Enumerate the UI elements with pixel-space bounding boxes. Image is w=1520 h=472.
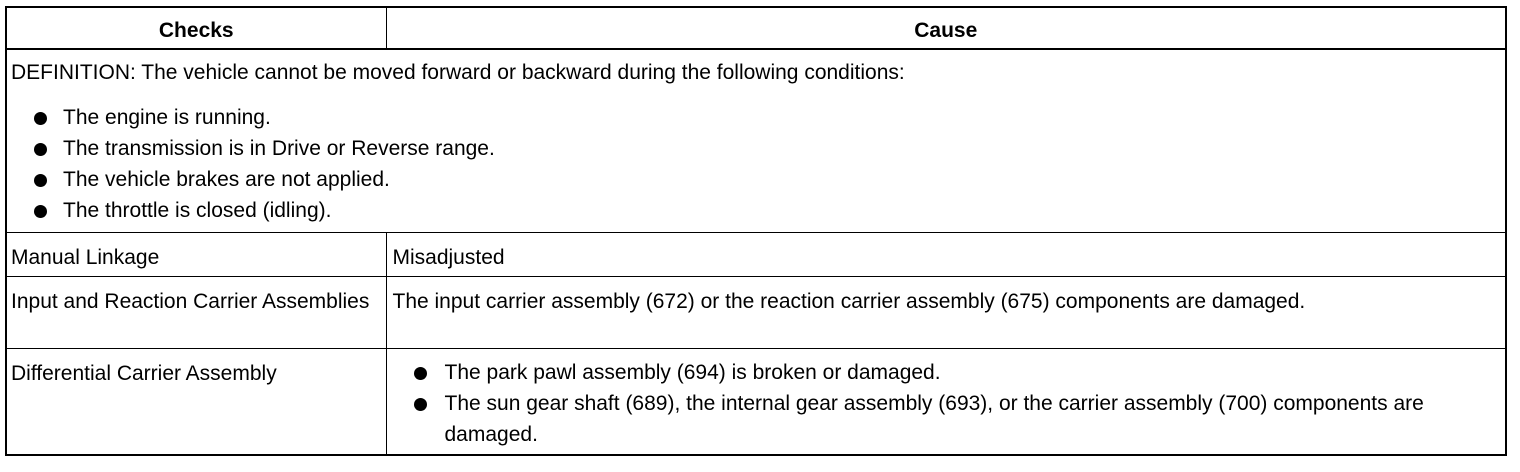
condition-item: The throttle is closed (idling). [11, 195, 1501, 226]
definition-text: DEFINITION: The vehicle cannot be moved forward or backward during the following conditions: [11, 61, 905, 84]
cause-list [393, 357, 1500, 450]
definition-cell [6, 49, 1506, 233]
condition-item: The vehicle brakes are not applied. [11, 164, 1501, 195]
header-cause: Cause [386, 7, 1506, 49]
condition-item: The engine is running. [11, 102, 1501, 133]
cause-item: The sun gear shaft (689), the internal gear assembly (693), or the carrier assembly (700) components are damaged. [393, 388, 1500, 450]
cause-cell: Misadjusted [386, 233, 1506, 277]
check-cell: Input and Reaction Carrier Assemblies [6, 277, 386, 349]
diagnosis-table-wrapper [5, 6, 1505, 456]
cause-cell [386, 349, 1506, 456]
diagnosis-table [5, 6, 1507, 456]
header-checks: Checks [6, 7, 386, 49]
cause-item: The park pawl assembly (694) is broken or damaged. [393, 357, 1500, 388]
table-row [6, 277, 1506, 349]
check-cell: Differential Carrier Assembly [6, 349, 386, 456]
header-row [6, 7, 1506, 49]
definition-row [6, 49, 1506, 233]
cause-cell: The input carrier assembly (672) or the reaction carrier assembly (675) components are damaged. [386, 277, 1506, 349]
table-row [6, 349, 1506, 456]
table-row [6, 233, 1506, 277]
condition-list [11, 102, 1501, 226]
condition-item: The transmission is in Drive or Reverse range. [11, 133, 1501, 164]
check-cell: Manual Linkage [6, 233, 386, 277]
